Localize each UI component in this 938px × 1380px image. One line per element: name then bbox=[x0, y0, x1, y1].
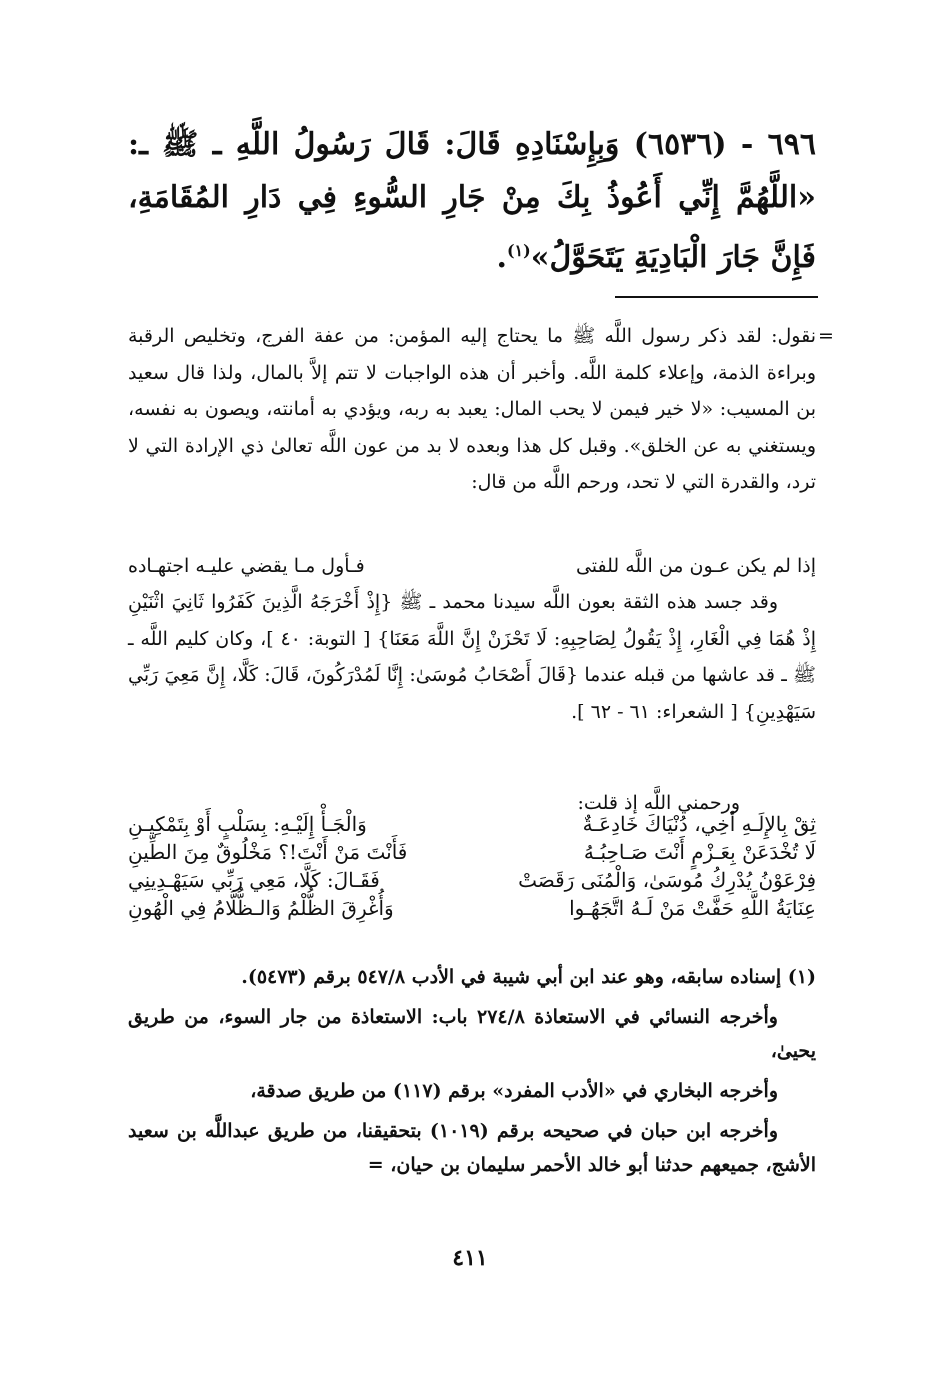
continuation-mark: = bbox=[818, 325, 834, 347]
footnote-separator bbox=[615, 296, 818, 298]
poem-verse bbox=[128, 838, 816, 866]
verse-second-hemistich: وَالْجَـأْ إِلَيْـهِ: بِسَلْبٍ أَوْ بِتَمْكِيـنِ bbox=[128, 812, 367, 836]
verse-first-hemistich: عِنَايَةُ اللَّهِ حَفَّتْ مَنْ لَـهُ اتَّجَهُـوا bbox=[569, 896, 816, 920]
commentary-paragraph-2: وقد جسد هذه الثقة بعون اللَّه سيدنا محمد ـ ﷺ {إِذْ أَخْرَجَهُ الَّذِينَ كَفَرُوا ثَانِيَ اثْنَيْنِ إِذْ هُمَا فِي الْغَارِ، إِذْ يَقُولُ لِصَاحِبِهِ: لَا تَحْزَنْ إِنَّ اللَّهَ مَعَنَا} [ التوبة: ٤٠ ]، وكان كليم اللَّه ـ ﷺ ـ قد عاشها من قبله عندما {قَالَ أَصْحَابُ مُوسَىٰ: إِنَّا لَمُدْرَكُونَ، قَالَ: كَلَّا، إِنَّ مَعِيَ رَبِّي سَيَهْدِينِ} [ الشعراء: ٦١ - ٦٢ ]. bbox=[128, 591, 817, 723]
page-number: ٤١١ bbox=[452, 1245, 488, 1271]
verse-first-hemistich: ثِقْ بِالإِلَـهِ أخِي، دُنْيَاكَ خَادِعَـةٌ bbox=[582, 812, 816, 836]
hadith-number: ٦٩٦ - (٦٥٣٦) bbox=[633, 127, 816, 162]
footnote-line-4: وأخرجه ابن حبان في صحيحه برقم (١٠١٩) بتحقيقنا، من طريق عبداللَّه بن سعيد الأشج، جميعهم حدثنا أبو خالد الأحمر سليمان بن حيان، = bbox=[128, 1120, 816, 1176]
footnote-reference: (١) bbox=[506, 241, 531, 260]
footnote-1: (١) إسناده سابقه، وهو عند ابن أبي شيبة في الأدب ٥٤٧/٨ برقم (٥٤٧٣). bbox=[241, 966, 816, 988]
verse-first-hemistich: لَا تُخْدَعَنْ بِعَـزْمٍ أَنْتَ صَـاحِبُـهُ bbox=[583, 840, 816, 864]
poem1-second-hemistich: فـأول مـا يقضي عليـه اجتهـاده bbox=[128, 555, 365, 577]
commentary-block-2 bbox=[128, 584, 816, 730]
commentary-paragraph-1: نقول: لقد ذكر رسول اللَّه ﷺ ما يحتاج إليه المؤمن: من عفة الفرج، وتخليص الرقبة وبراءة الذمة، وإعلاء كلمة اللَّه. وأخبر أن هذه الواجبات لا تتم إلاَّ بالمال، ولذا قال سعيد بن المسيب: «لا خير فيمن لا يحب المال: يعبد به ربه، ويؤدي به أمانته، ويصون به نفسه، ويستغني به عن الخلق». وقبل كل هذا وبعده لا بد من عون اللَّه تعالىٰ ذي الإرادة التي لا ترد، والقدرة التي لا تحد، ورحم اللَّه من قال: bbox=[128, 325, 816, 494]
verse-second-hemistich: فَأَنْتَ مَنْ أَنْتَ!؟ مَخْلُوقٌ مِنَ الطِّينِ bbox=[128, 840, 408, 864]
hadith-end: . bbox=[496, 240, 507, 275]
poem-block bbox=[128, 810, 816, 922]
poem-verse bbox=[128, 894, 816, 922]
footnotes-block bbox=[128, 960, 816, 1188]
commentary-paragraph-3: ورحمني اللَّه إذ قلت: bbox=[577, 792, 740, 814]
hadith-block bbox=[128, 118, 816, 284]
hadith-text: «اللَّهُمَّ إِنِّي أَعُوذُ بِكَ مِنْ جَارِ السُّوءِ فِي دَارِ المُقَامَةِ، فَإِنَّ جَارَ الْبَادِيَةِ يَتَحَوَّلُ» bbox=[128, 180, 816, 275]
commentary-block bbox=[128, 318, 816, 501]
verse-first-hemistich: فِرْعَوْنُ يُدْرِكُ مُوسَىٰ، وَالْمُنَى رَقَصَتْ bbox=[518, 868, 816, 892]
poem-verse-single bbox=[128, 548, 816, 585]
poem-verse bbox=[128, 866, 816, 894]
footnote-line-2: وأخرجه النسائي في الاستعاذة ٢٧٤/٨ باب: الاستعاذة من جار السوء، من طريق يحيىٰ، bbox=[128, 1006, 816, 1062]
poem-verse bbox=[128, 810, 816, 838]
footnote-line-3: وأخرجه البخاري في «الأدب المفرد» برقم (١١٧) من طريق صدقة، bbox=[250, 1080, 778, 1102]
verse-second-hemistich: وَأُغْرِقَ الظُّلْمُ وَالـظُّلَّامُ فِي الْهُونِ bbox=[128, 896, 394, 920]
hadith-intro: وَبِإِسْنَادِهِ قَالَ: قَالَ رَسُولُ اللَّهِ ـ ﷺ ـ: bbox=[128, 127, 620, 162]
verse-second-hemistich: فَقَـالَ: كَلَّا، مَعِي رَبِّي سَيَهْـدِينِي bbox=[128, 868, 380, 892]
poem1-first-hemistich: إذا لم يكن عـون من اللَّه للفتى bbox=[575, 555, 816, 577]
